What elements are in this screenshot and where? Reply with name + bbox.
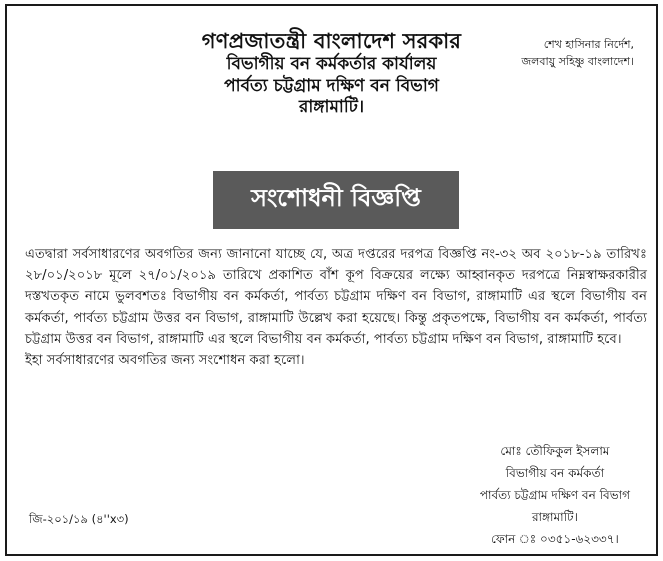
- signatory-name: মোঃ তৌফিকুল ইসলাম: [500, 444, 610, 458]
- signatory-phone: ফোন ঃ ০৩৫১-৬২৩৩৭।: [490, 532, 619, 546]
- government-title: গণপ্রজাতন্ত্রী বাংলাদেশ সরকার: [201, 29, 462, 53]
- body-paragraph-1: এতদ্বারা সর্বসাধারণের অবগতির জন্য জানানো যাচ্ছে যে, অত্র দপ্তরের দরপত্র বিজ্ঞপ্তি নং-৩২ অব ২০১৮-১৯ তারিখঃ ২৮/০১/২০১৮ মূলে ২৭/০১/২০১৯ তারিখে প্রকাশিত বাঁশ কূপ বিক্রয়ের লক্ষ্যে আহ্বানকৃত দরপত্রে নিম্নস্বাক্ষরকারীর দস্তখতকৃত নামে ভুলবশতঃ বিভাগীয় বন কর্মকর্তা, পার্বত্য চট্টগ্রাম দক্ষিণ বন বিভাগ, রাঙ্গামাটি এর স্থলে বিভাগীয় বন কর্মকর্তা, পার্বত্য চট্টগ্রাম উত্তর বন বিভাগ, রাঙ্গামাটি উল্লেখ করা হয়েছে। কিন্তু প্রকৃতপক্ষে, বিভাগীয় বন কর্মকর্তা, পার্বত্য চট্টগ্রাম উত্তর বন বিভাগ, রাঙ্গামাটি এর স্থলে বিভাগীয় বন কর্মকর্তা, পার্বত্য চট্টগ্রাম দক্ষিণ বন বিভাগ, রাঙ্গামাটি হবে।: [25, 247, 647, 347]
- signatory-designation: বিভাগীয় বন কর্মকর্তা: [505, 466, 605, 480]
- signature-block: [480, 440, 630, 550]
- slogan-line-2: জলবায়ু সহিষ্ণু বাংলাদেশ।: [521, 55, 634, 69]
- location-title: রাঙ্গামাটি।: [298, 96, 365, 117]
- slogan-line-1: শেখ হাসিনার নির্দেশ,: [543, 38, 634, 51]
- office-title: বিভাগীয় বন কর্মকর্তার কার্যালয়: [226, 54, 437, 75]
- notice-title-banner: সংশোধনী বিজ্ঞপ্তি: [213, 171, 459, 229]
- reference-code: জি-২০১/১৯ (৪''x৩): [29, 512, 129, 526]
- slogan: [521, 36, 634, 70]
- notice-page: [5, 4, 658, 556]
- notice-body: [25, 244, 647, 371]
- division-title: পার্বত্য চট্টগ্রাম দক্ষিণ বন বিভাগ: [224, 75, 439, 96]
- signatory-location: রাঙ্গামাটি।: [531, 510, 578, 524]
- body-paragraph-2: ইহা সর্বসাধারণের অবগতির জন্য সংশোধন করা হলো।: [25, 353, 305, 369]
- signatory-division: পার্বত্য চট্টগ্রাম দক্ষিণ বন বিভাগ: [479, 488, 630, 502]
